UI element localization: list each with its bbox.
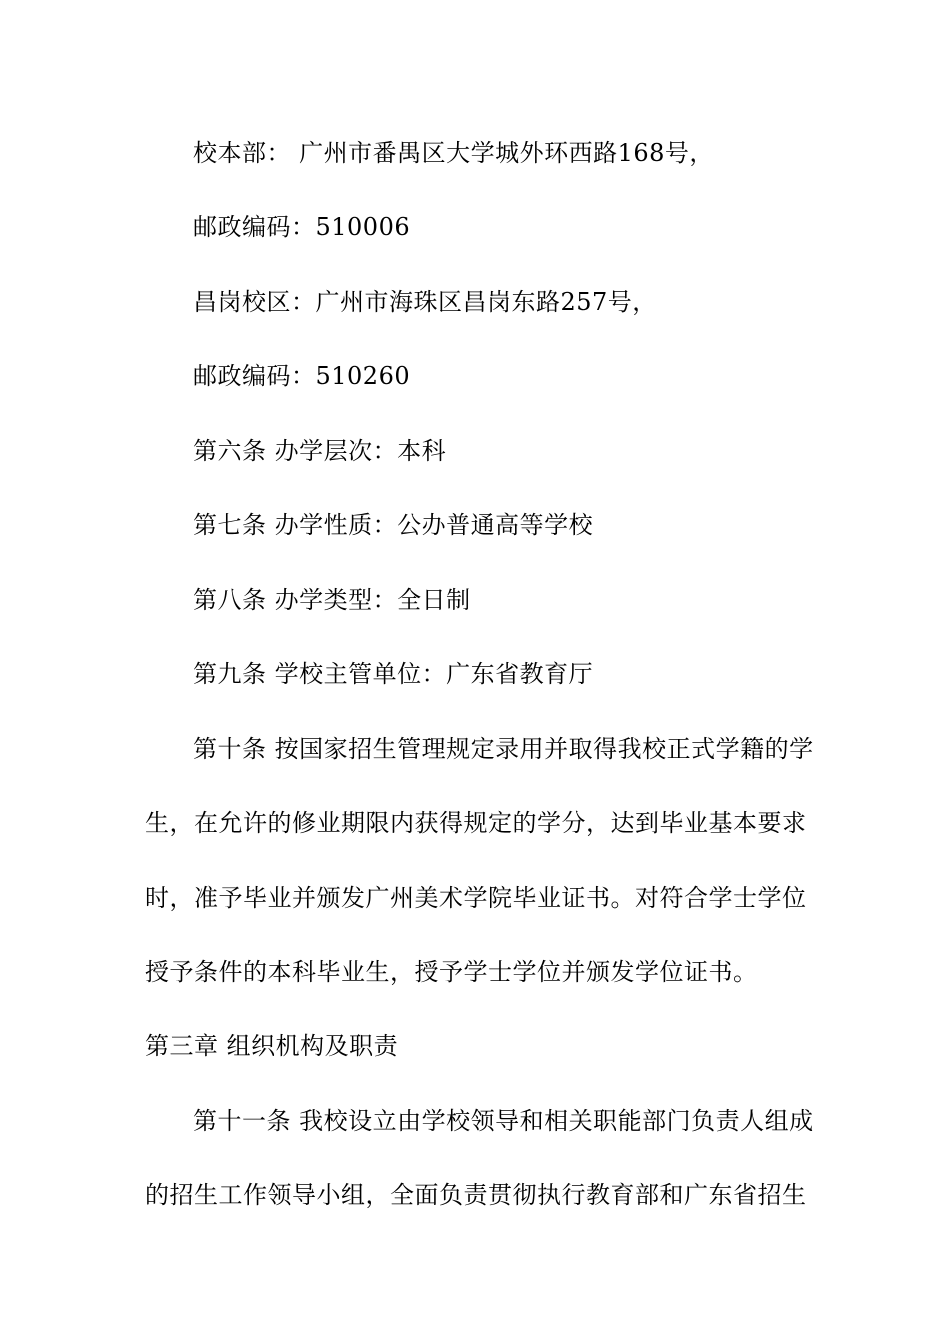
campus-changgang-postcode: 邮政编码：510260 bbox=[193, 362, 411, 390]
article-9: 第九条 学校主管单位：广东省教育厅 bbox=[193, 660, 594, 688]
campus-main-postcode: 邮政编码：510006 bbox=[193, 213, 411, 241]
article-10-line-1: 第十条 按国家招生管理规定录用并取得我校正式学籍的学 bbox=[193, 735, 814, 763]
article-7: 第七条 办学性质：公办普通高等学校 bbox=[193, 511, 594, 539]
article-6: 第六条 办学层次：本科 bbox=[193, 437, 447, 465]
article-11-line-2: 的招生工作领导小组，全面负责贯彻执行教育部和广东省招生 bbox=[145, 1181, 807, 1209]
article-10-line-3: 时，准予毕业并颁发广州美术学院毕业证书。对符合学士学位 bbox=[145, 884, 807, 912]
chapter-3-heading: 第三章 组织机构及职责 bbox=[145, 1032, 399, 1060]
campus-changgang-address: 昌岗校区：广州市海珠区昌岗东路257号， bbox=[193, 288, 657, 316]
article-10-line-4: 授予条件的本科毕业生，授予学士学位并颁发学位证书。 bbox=[145, 958, 758, 986]
article-10-line-2: 生，在允许的修业期限内获得规定的学分，达到毕业基本要求 bbox=[145, 809, 807, 837]
article-11-line-1: 第十一条 我校设立由学校领导和相关职能部门负责人组成 bbox=[193, 1107, 814, 1135]
campus-main-address: 校本部： 广州市番禺区大学城外环西路168号， bbox=[193, 139, 714, 167]
article-8: 第八条 办学类型：全日制 bbox=[193, 586, 471, 614]
